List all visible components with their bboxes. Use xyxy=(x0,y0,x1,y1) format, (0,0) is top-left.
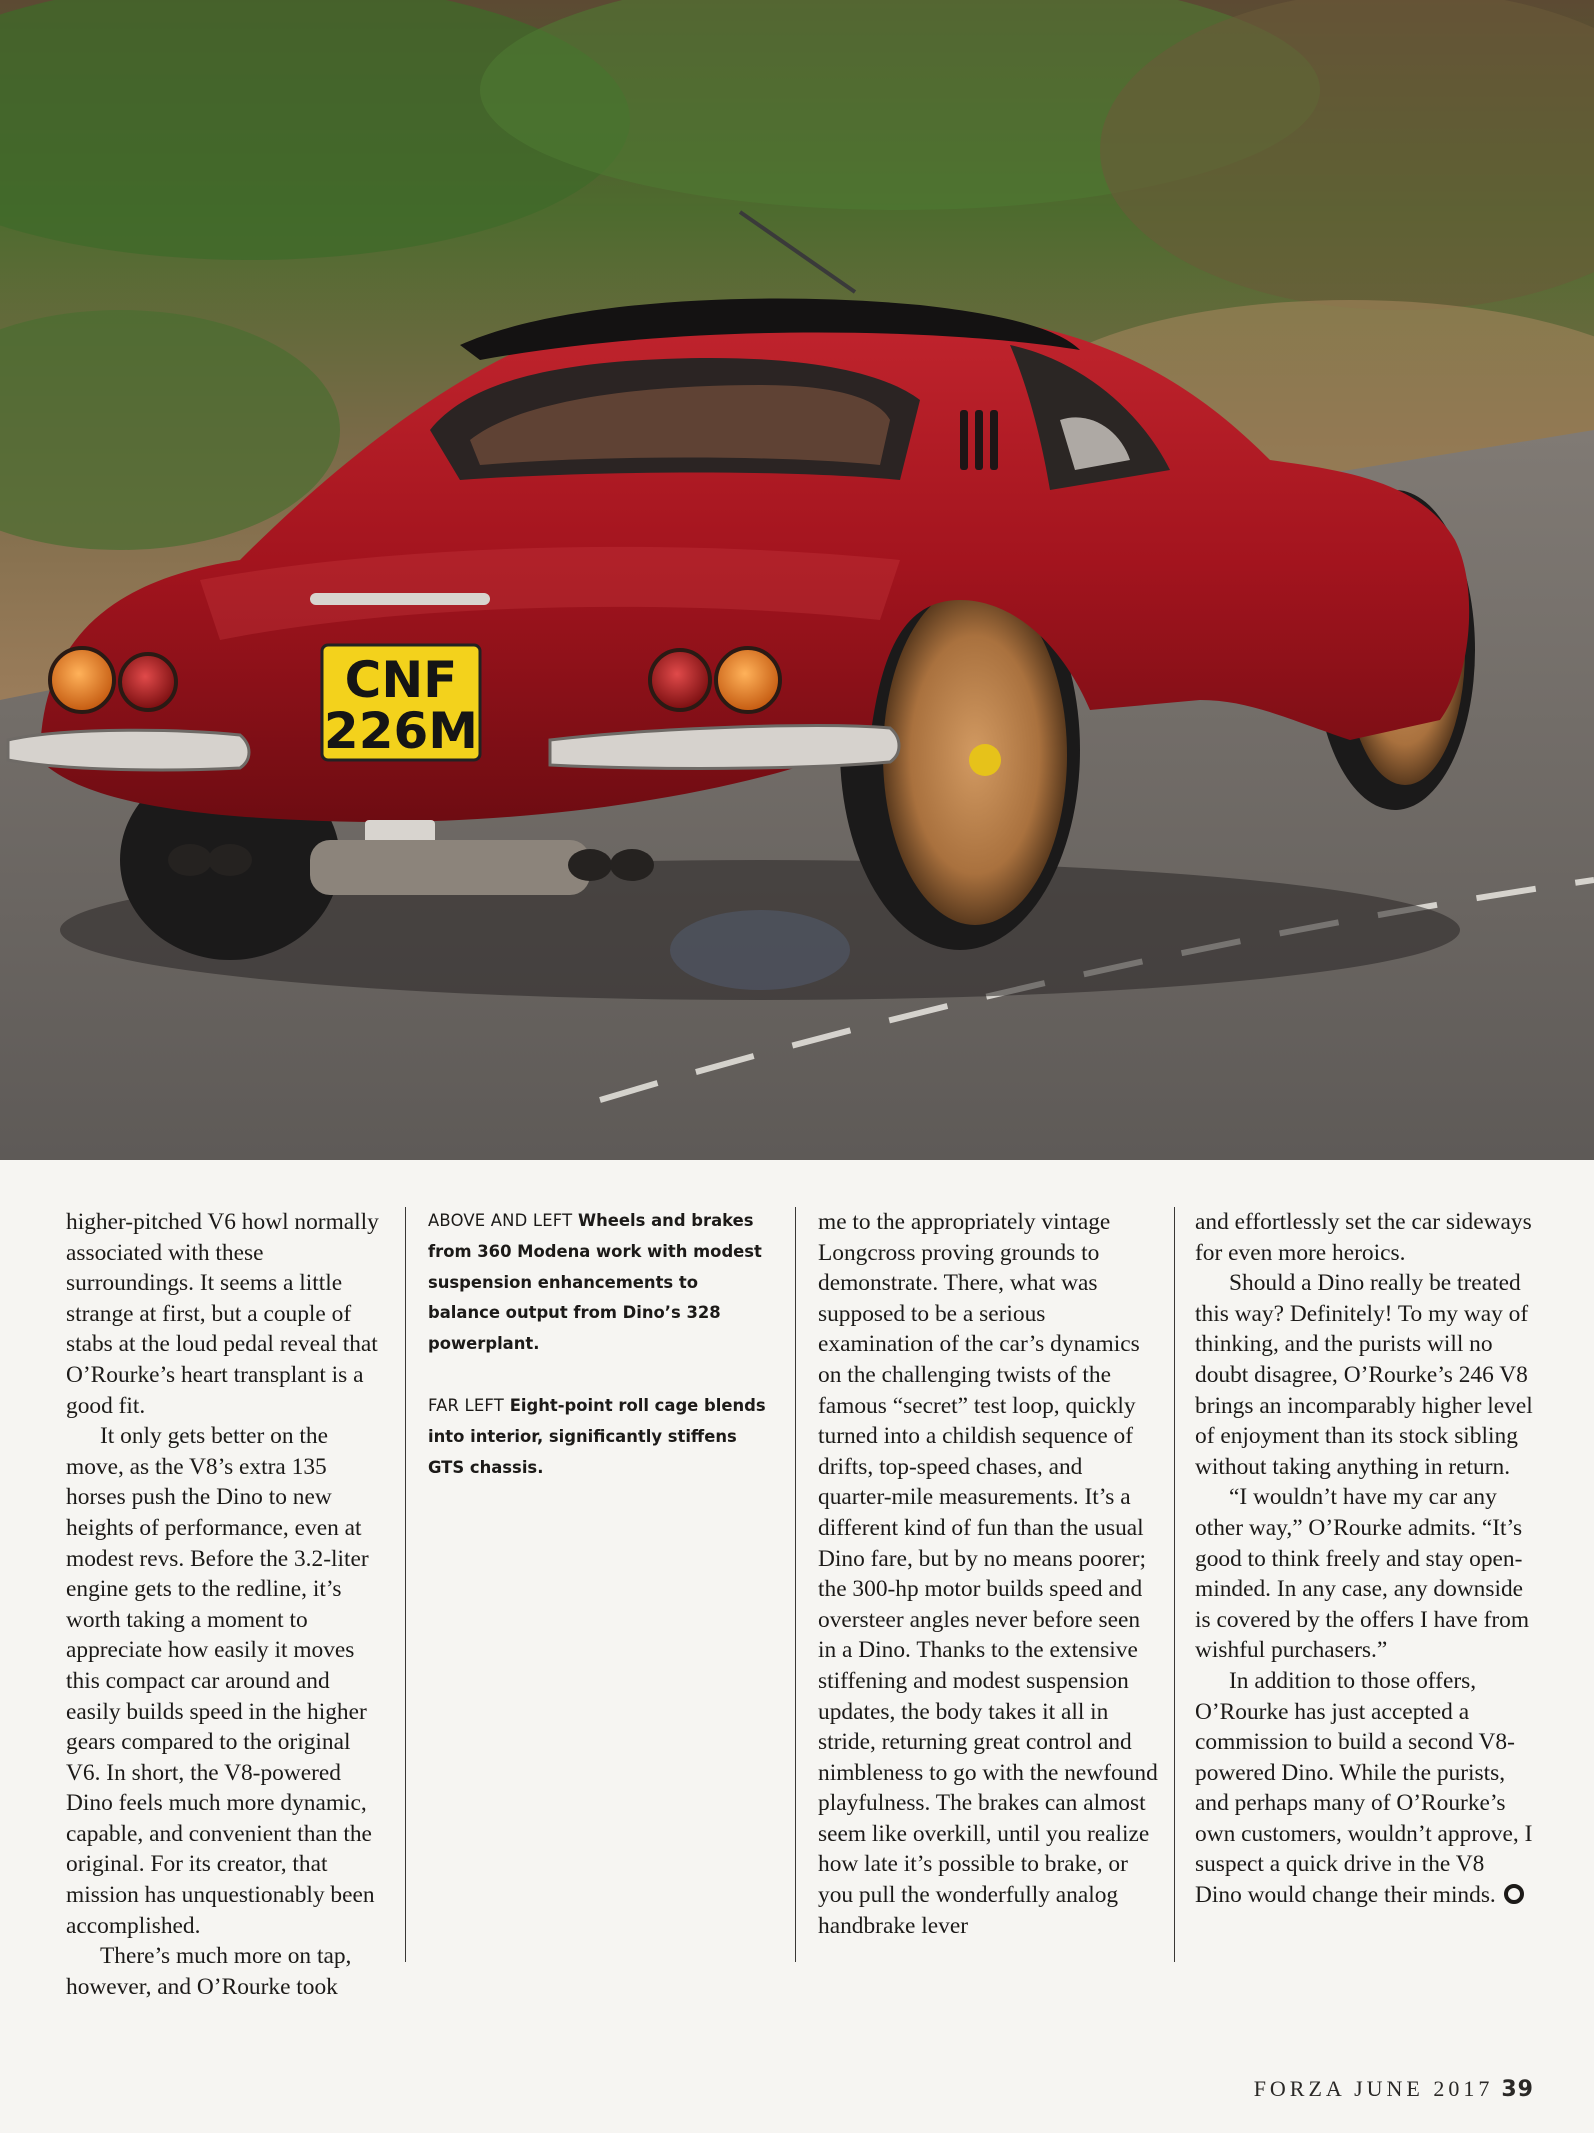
page-folio xyxy=(1254,2076,1534,2102)
exhaust-tip-3 xyxy=(568,849,612,881)
column-divider xyxy=(1174,1207,1175,1962)
paragraph-text: In addition to those offers, O’Rourke has just accepted a commission to build a second V8-powered Dino. While the purists, and perhaps many of O’Rourke’s own customers, wouldn’t approve, I suspect a quick drive in the V8 Dino would change their minds. xyxy=(1195,1667,1533,1909)
exhaust-tip-4 xyxy=(610,849,654,881)
page-number: 39 xyxy=(1501,2077,1534,2102)
side-vents xyxy=(960,410,998,470)
license-plate-line1: CNF xyxy=(344,651,458,709)
bumper-left xyxy=(8,730,249,770)
paragraph xyxy=(1195,1666,1535,1911)
trunk-chrome xyxy=(310,593,490,605)
license-plate-line2: 226M xyxy=(323,702,479,760)
column-divider xyxy=(405,1207,406,1962)
tail-lamp-right-outer xyxy=(716,648,780,712)
paragraph: and effortlessly set the car sideways for even more heroics. xyxy=(1195,1209,1532,1266)
tail-lamp-right-inner xyxy=(650,650,710,710)
paragraph: There’s much more on tap, however, and O’Rourke took xyxy=(66,1943,352,2000)
caption-text: Wheels and brakes from 360 Modena work with modest suspension enhancements to balance output from Dino’s 328 powerplant. xyxy=(428,1211,762,1354)
folio-text: FORZA JUNE 2017 xyxy=(1253,2076,1494,2101)
paragraph: “I wouldn’t have my car any other way,” O’Rourke admits. “It’s good to think freely and stay open-minded. In any case, any downside is covered by the offers I have from wishful purchasers.” xyxy=(1195,1484,1530,1664)
article-column-1 xyxy=(66,1207,388,2002)
caption-lead: ABOVE AND LEFT xyxy=(428,1211,573,1230)
caption xyxy=(428,1206,766,1360)
paragraph: higher-pitched V6 howl normally associated with these surroundings. It seems a little strange at first, but a couple of stabs at the loud pedal reveal that O’Rourke’s heart transplant is a good fit. xyxy=(66,1209,379,1419)
paragraph: me to the appropriately vintage Longcross proving grounds to demonstrate. There, what was supposed to be a serious examination of the car’s dynamics on the challenging twists of the famous “secret” test loop, quickly turned into a childish sequence of drifts, top-speed chases, and quarter-mile measurements. It’s a different kind of fun than the usual Dino fare, but by no means poorer; the 300-hp motor builds speed and oversteer angles never before seen in a Dino. Thanks to the extensive stiffening and modest suspension updates, the body takes it all in stride, returning great control and nimbleness to go with the newfound playfulness. The brakes can almost seem like overkill, until you realize how late it’s possible to brake, or you pull the wonderfully analog handbrake lever xyxy=(818,1209,1158,1939)
tail-lamp-left-outer xyxy=(50,648,114,712)
end-of-article-icon xyxy=(1504,1884,1524,1904)
caption-text: Eight-point roll cage blends into interior, significantly stiffens GTS chassis. xyxy=(428,1395,766,1477)
column-divider xyxy=(795,1207,796,1962)
article-column-3 xyxy=(818,1207,1158,1941)
exhaust-tip-1 xyxy=(168,844,212,876)
article-column-4 xyxy=(1195,1207,1535,1911)
caption-lead: FAR LEFT xyxy=(428,1395,504,1415)
tail-lamp-left-inner xyxy=(120,654,176,710)
exhaust-tip-2 xyxy=(208,844,252,876)
photo-captions xyxy=(428,1206,766,1483)
muffler xyxy=(310,840,590,895)
caption xyxy=(428,1391,766,1483)
paragraph: Should a Dino really be treated this way? Definitely! To my way of thinking, and the purists will no doubt disagree, O’Rourke’s 246 V8 brings an incomparably higher level of enjoyment than its stock sibling without taking anything in return. xyxy=(1195,1270,1533,1480)
paragraph: It only gets better on the move, as the V8’s extra 135 horses push the Dino to new heights of performance, even at modest revs. Before the 3.2-liter engine gets to the redline, it’s worth taking a moment to appreciate how easily it moves this compact car around and easily builds speed in the higher gears compared to the original V6. In short, the V8-powered Dino feels much more dynamic, capable, and convenient than the original. For its creator, that mission has unquestionably been accomplished. xyxy=(66,1423,375,1939)
